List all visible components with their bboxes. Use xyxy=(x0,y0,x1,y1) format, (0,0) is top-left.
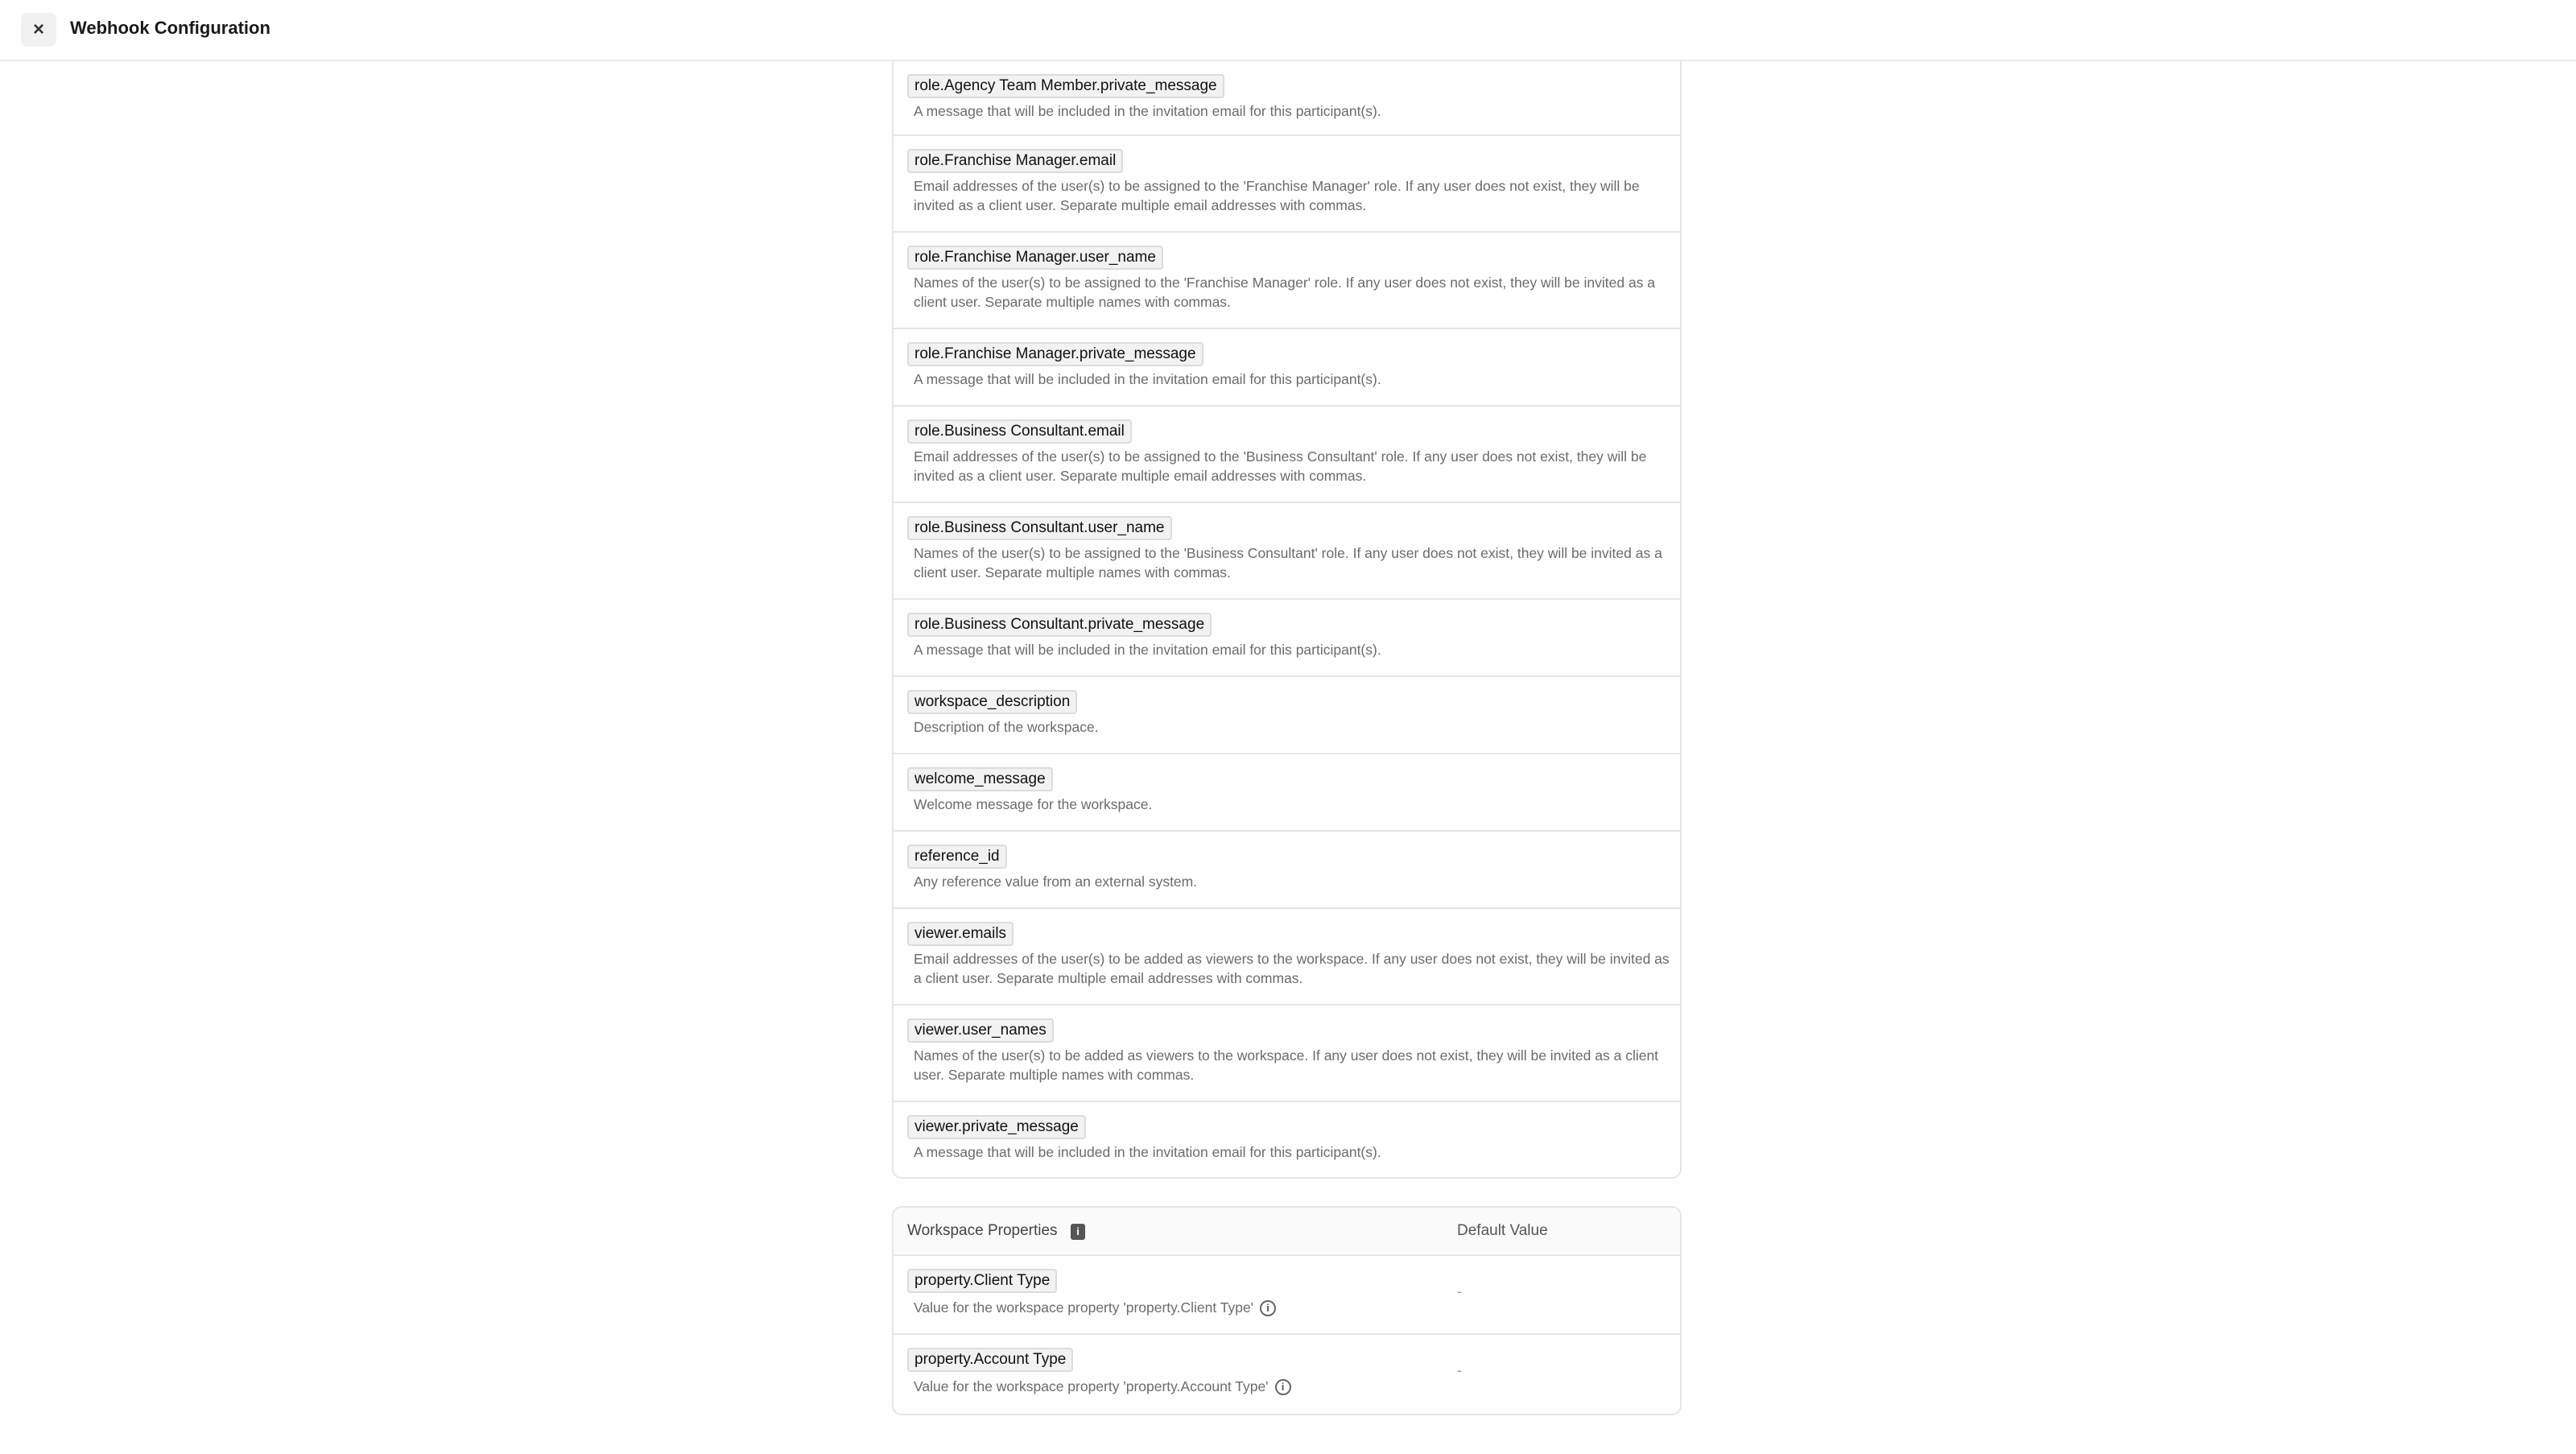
property-description xyxy=(914,1378,1291,1395)
list-item xyxy=(894,329,1680,407)
list-item xyxy=(894,677,1680,754)
parameter-description: Names of the user(s) to be assigned to the 'Franchise Manager' role. If any user does not exist, they will be invited as a client user. Separate multiple names with commas. xyxy=(914,275,1656,310)
property-description-text: Value for the workspace property 'property.Client Type' xyxy=(914,1299,1254,1316)
parameter-description: Email addresses of the user(s) to be assigned to the 'Franchise Manager' role. If any user does not exist, they will be invited as a client user. Separate multiple email addresses with commas. xyxy=(914,178,1640,213)
list-item xyxy=(894,1006,1680,1102)
parameter-description: Welcome message for the workspace. xyxy=(914,796,1153,812)
parameter-description: A message that will be included in the invitation email for this participant(s). xyxy=(914,371,1381,387)
info-icon[interactable]: i xyxy=(1260,1300,1276,1316)
parameter-description: A message that will be included in the invitation email for this participant(s). xyxy=(914,103,1381,119)
info-icon[interactable]: i xyxy=(1275,1379,1291,1395)
property-description-text: Value for the workspace property 'property.Account Type' xyxy=(914,1378,1269,1394)
parameter-description: Names of the user(s) to be assigned to the 'Business Consultant' role. If any user does not exist, they will be invited as a client user. Separate multiple names with commas. xyxy=(914,545,1662,580)
parameter-description: Email addresses of the user(s) to be assigned to the 'Business Consultant' role. If any user does not exist, they will be invited as a client user. Separate multiple email addresses with commas. xyxy=(914,448,1647,484)
parameter-description: Description of the workspace. xyxy=(914,719,1099,735)
parameter-key: role.Franchise Manager.email xyxy=(907,149,1123,173)
parameter-key: role.Business Consultant.user_name xyxy=(907,516,1172,540)
list-item xyxy=(894,909,1680,1006)
close-button[interactable] xyxy=(21,13,56,47)
parameter-key: welcome_message xyxy=(907,767,1053,791)
property-key: property.Client Type xyxy=(907,1269,1057,1293)
parameter-key: viewer.user_names xyxy=(907,1018,1054,1043)
parameter-description: Email addresses of the user(s) to be added as viewers to the workspace. If any user does not exist, they will be invited as a client user. Separate multiple email addresses with commas. xyxy=(914,951,1670,986)
list-item xyxy=(894,407,1680,503)
property-description xyxy=(914,1299,1276,1316)
list-item xyxy=(894,754,1680,832)
page-title: Webhook Configuration xyxy=(70,18,270,38)
list-item xyxy=(894,233,1680,329)
list-item xyxy=(894,503,1680,600)
table-row xyxy=(894,1256,1680,1335)
list-item xyxy=(894,600,1680,677)
list-item xyxy=(894,832,1680,909)
default-value: - xyxy=(1457,1362,1462,1378)
parameter-description: A message that will be included in the invitation email for this participant(s). xyxy=(914,1144,1381,1160)
parameter-key: role.Franchise Manager.user_name xyxy=(907,246,1163,270)
table-header xyxy=(894,1208,1680,1256)
close-icon: × xyxy=(32,19,44,40)
list-item xyxy=(894,61,1680,136)
workspace-properties-table xyxy=(892,1206,1682,1415)
list-item xyxy=(894,1102,1680,1177)
parameter-key: viewer.emails xyxy=(907,922,1013,946)
parameter-description: Names of the user(s) to be added as viewers to the workspace. If any user does not exist, they will be invited as a client user. Separate multiple names with commas. xyxy=(914,1047,1659,1083)
parameter-key: role.Agency Team Member.private_message xyxy=(907,74,1224,98)
info-icon[interactable]: i xyxy=(1071,1224,1085,1240)
parameter-key: reference_id xyxy=(907,845,1007,869)
property-key: property.Account Type xyxy=(907,1348,1073,1372)
default-value: - xyxy=(1457,1283,1462,1299)
table-row xyxy=(894,1335,1680,1414)
parameter-key: workspace_description xyxy=(907,690,1077,714)
parameter-key: role.Business Consultant.email xyxy=(907,419,1132,444)
workspace-properties-heading: Workspace Properties xyxy=(907,1222,1058,1239)
default-value-heading: Default Value xyxy=(1457,1222,1548,1239)
parameter-description: A message that will be included in the invitation email for this participant(s). xyxy=(914,642,1381,658)
list-item xyxy=(894,136,1680,233)
parameter-description: Any reference value from an external system. xyxy=(914,874,1198,890)
parameter-key: role.Business Consultant.private_message xyxy=(907,613,1212,637)
parameters-list xyxy=(892,61,1682,1179)
top-bar xyxy=(0,0,2576,61)
parameter-key: role.Franchise Manager.private_message xyxy=(907,342,1203,366)
parameter-key: viewer.private_message xyxy=(907,1115,1086,1139)
